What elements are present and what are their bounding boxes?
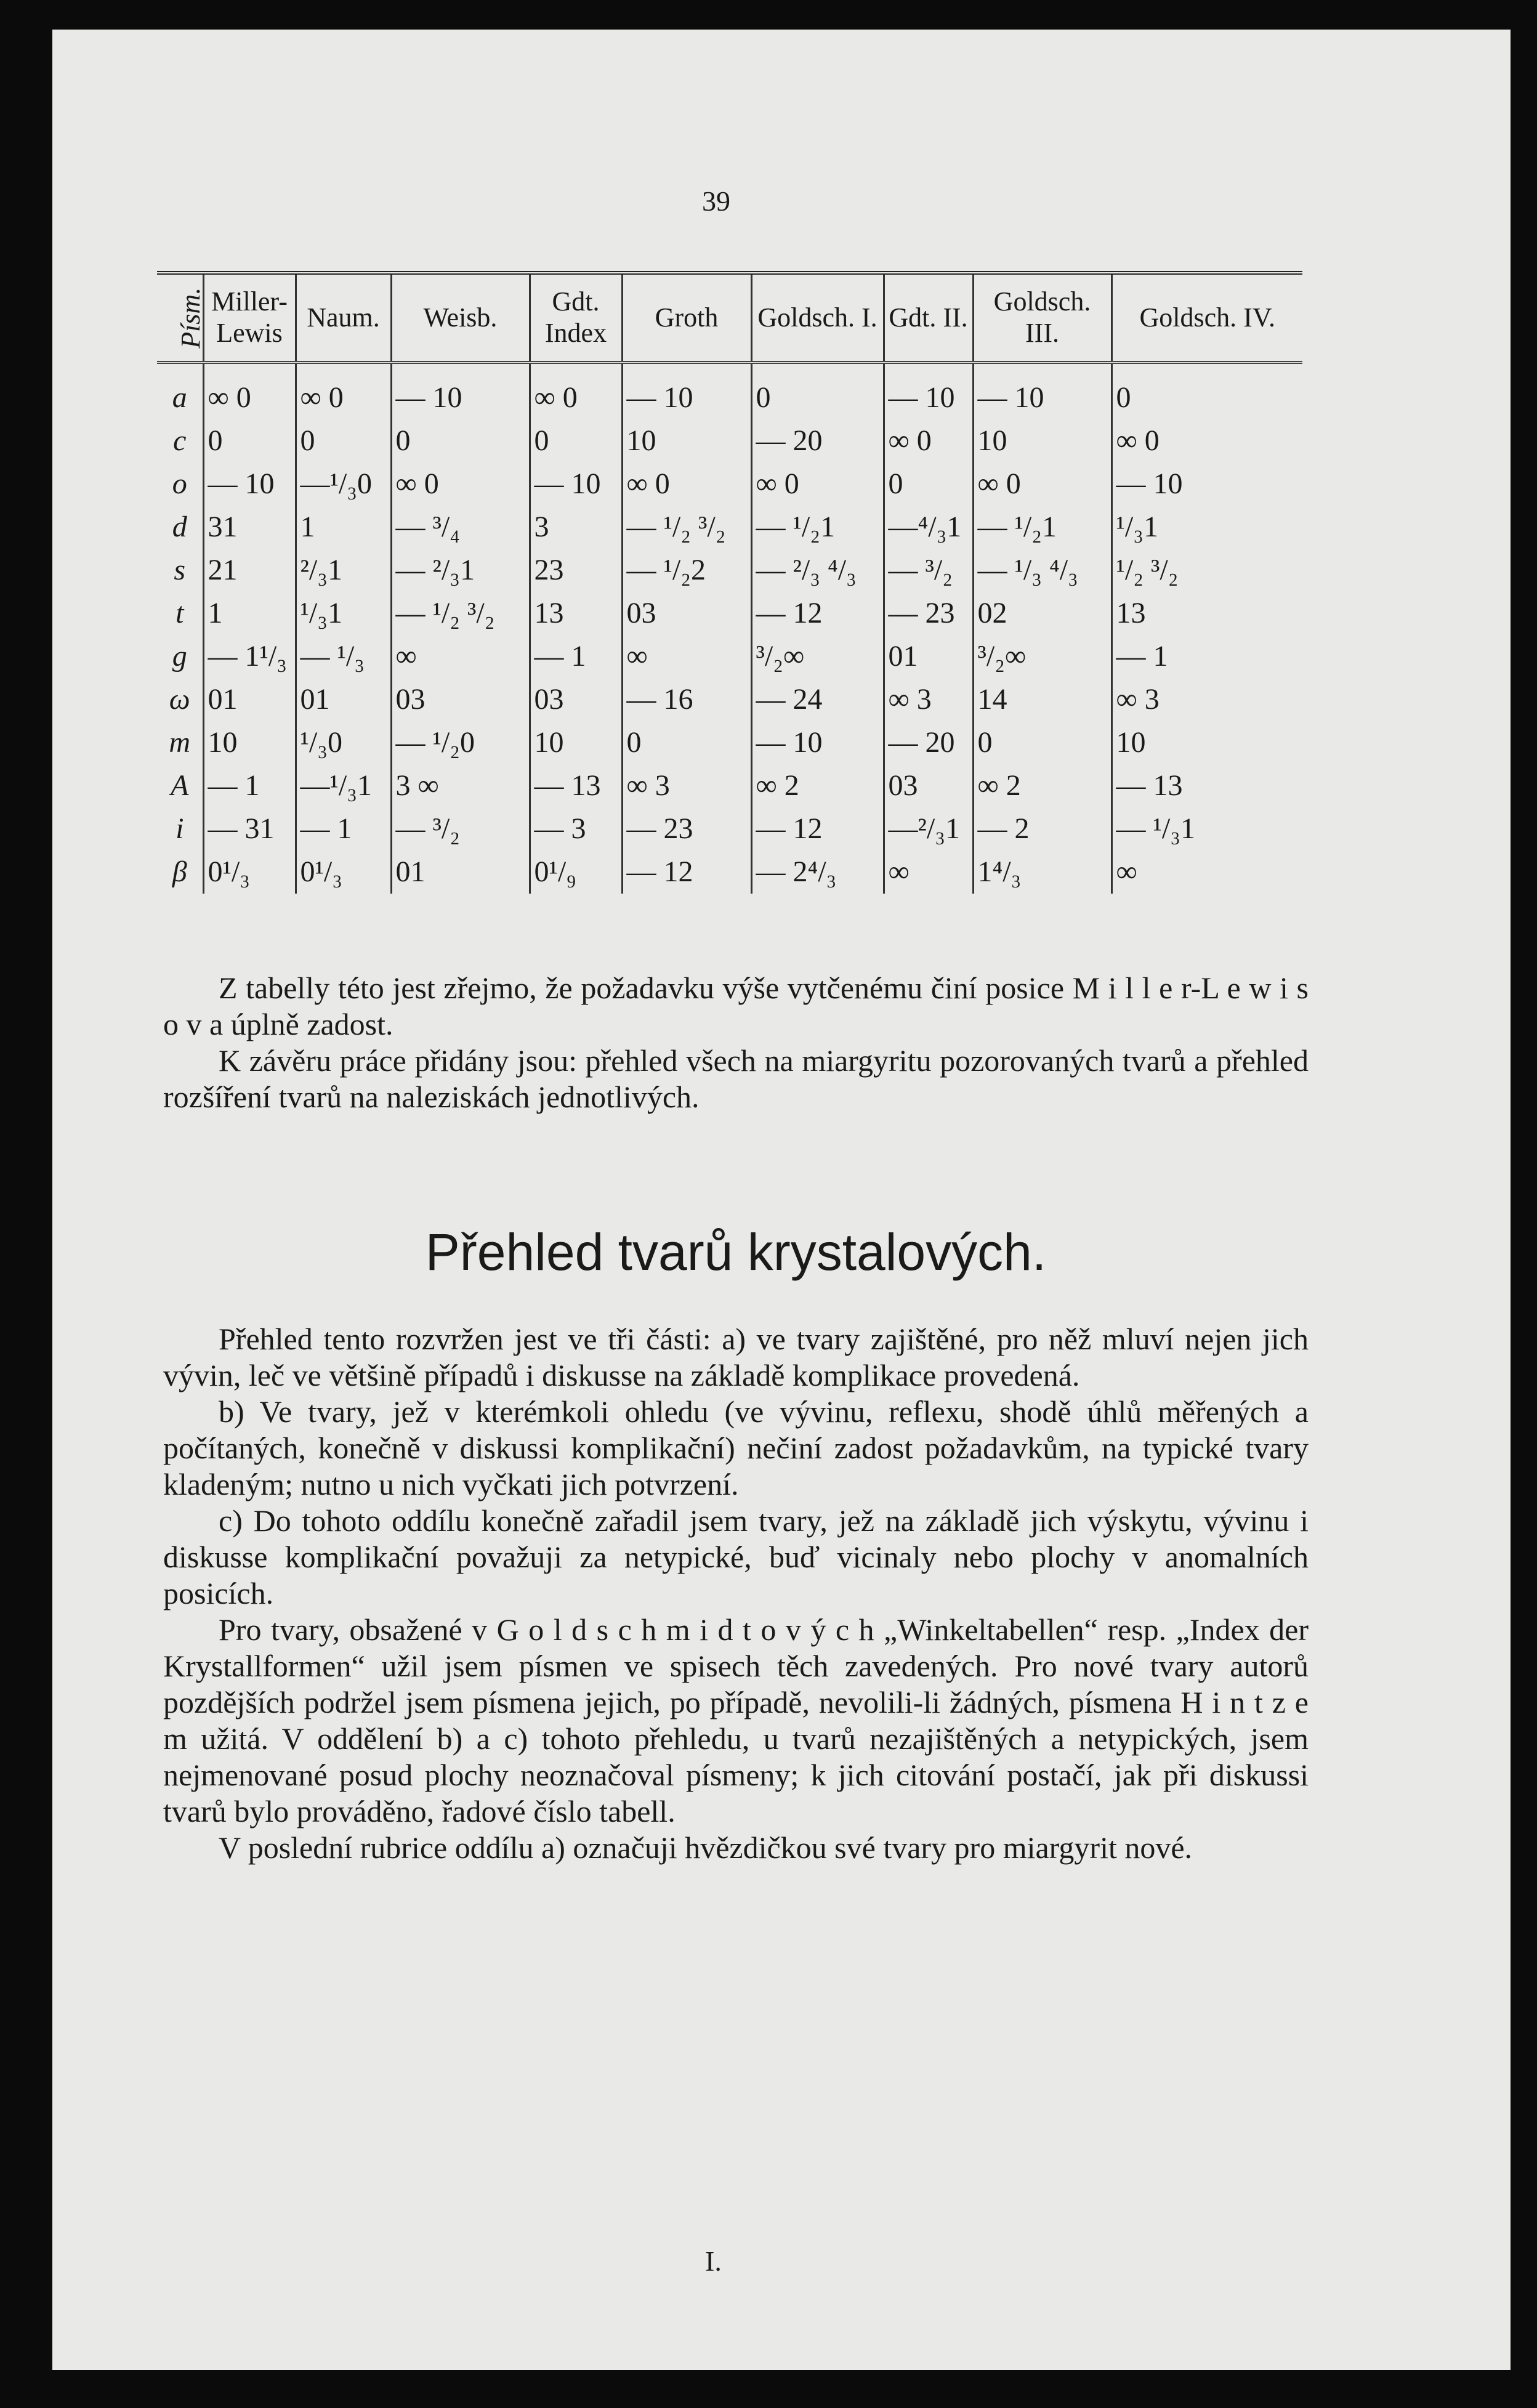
table-cell: — 20 [884,721,973,764]
table-header-row [157,273,1302,363]
table-cell: — 10 [884,363,973,420]
table-cell: —¹/₃1 [296,764,391,807]
table-cell: — 12 [751,807,884,850]
table-row [157,506,1302,549]
table-cell: 3 ∞ [391,764,530,807]
table-cell: — ²/₃ ⁴/₃ [751,549,884,592]
table-cell: — ¹/₂1 [973,506,1111,549]
table-cell: — 23 [884,592,973,635]
table-cell: 10 [973,419,1111,463]
table-cell: — ¹/₂ ³/₂ [391,592,530,635]
form-symbol-cell: a [157,363,203,420]
table-cell: —²/₃1 [884,807,973,850]
paragraph-7: V poslední rubrice oddílu a) označuji hvězdičkou své tvary pro miargyrit nové. [219,1830,1193,1865]
paragraph-4: b) Ve tvary, jež v kterémkoli ohledu (ve vývinu, reflexu, shodě úhlů měřených a počítaných, konečně v diskussi komplikační) nečiní zadost požadavkům, na typické tvary kladeným; nutno u nich vyčkati jich potvrzení. [163,1394,1309,1501]
table-cell: ∞ 3 [884,678,973,721]
table-cell: ∞ 2 [751,764,884,807]
form-symbol-cell: t [157,592,203,635]
table-cell: 01 [203,678,296,721]
table-cell: — 1 [296,807,391,850]
table-cell: — 2⁴/₃ [751,850,884,894]
table-row [157,592,1302,635]
table-cell: — ¹/₂1 [751,506,884,549]
table-cell: — ¹/₂0 [391,721,530,764]
table-cell: 03 [530,678,622,721]
col-header-groth: Groth [622,273,751,363]
table-cell: ∞ 3 [1116,683,1160,716]
paragraph-3: Přehled tento rozvržen jest ve tři části: a) ve tvary zajištěné, pro něž mluví nejen jich vývin, leč ve většině případů i diskusse na základě komplikace provedená. [163,1322,1309,1392]
table-cell: 31 [203,506,296,549]
table-cell: 10 [530,721,622,764]
col-header-gdt-2: Gdt. II. [884,273,973,363]
table-cell: 1 [203,592,296,635]
col-header-goldsch-3: Goldsch. III. [973,273,1111,363]
form-symbol-cell: i [157,807,203,850]
form-symbol-cell: A [157,764,203,807]
table-cell: ∞ 0 [622,463,751,506]
table-cell: 0 [884,463,973,506]
table-cell: ¹/₃0 [296,721,391,764]
table-cell: 01 [391,850,530,894]
table-cell: 0 [530,419,622,463]
table-cell: 3 [530,506,622,549]
table-row [157,764,1302,807]
col-header-gdt-index: Gdt. Index [530,273,622,363]
table-cell: — 1 [530,635,622,678]
table-cell: — 13 [530,764,622,807]
page-number: 39 [702,185,730,217]
table-cell: — ¹/₂2 [622,549,751,592]
table-cell: — 31 [203,807,296,850]
table-cell: 0 [296,419,391,463]
table-cell: ³/₂∞ [751,635,884,678]
table-cell: ³/₂∞ [973,635,1111,678]
form-symbol-cell: g [157,635,203,678]
table-row [157,807,1302,850]
col-header-goldsch-1: Goldsch. I. [751,273,884,363]
table-cell: ∞ 0 [751,463,884,506]
table-cell: 0¹/₉ [530,850,622,894]
table-cell: ∞ [391,635,530,678]
table-cell: ¹/₃1 [1116,511,1158,543]
table-cell: ∞ [1116,855,1137,888]
table-cell: 10 [203,721,296,764]
table-conclusion [163,970,1309,1115]
table-cell: 01 [296,678,391,721]
paragraph-1: Z tabelly této jest zřejmo, že požadavku výše vytčenému činí posice M i l l e r-L e w i s o v a úplně zadost. [163,971,1309,1041]
table-cell: 21 [203,549,296,592]
table-cell: ∞ 2 [973,764,1111,807]
table-cell: 10 [622,419,751,463]
table-cell: — 10 [391,363,530,420]
table-cell: ∞ 0 [530,363,622,420]
table-cell: — 2 [973,807,1111,850]
table-cell: — ¹/₂ ³/₂ [622,506,751,549]
table-cell: — 24 [751,678,884,721]
table-cell: — ¹/₃1 [1116,812,1195,845]
col-header-pism: Písm. [157,273,203,363]
table-cell: — 3 [530,807,622,850]
table-cell: 03 [391,678,530,721]
table-cell: ∞ [622,635,751,678]
table-cell: 0 [1116,381,1131,414]
table-cell: — ³/₂ [884,549,973,592]
table-cell: 0 [622,721,751,764]
table-cell: 0¹/₃ [203,850,296,894]
table-cell: ¹/₂ ³/₂ [1116,554,1179,586]
paragraph-2: K závěru práce přidány jsou: přehled všech na miargyritu pozorovaných tvarů a přehled rozšíření tvarů na naleziskách jednotlivých. [163,1043,1309,1114]
crystal-forms-table [157,271,1302,894]
table-row [157,635,1302,678]
form-symbol-cell: m [157,721,203,764]
table-row [157,363,1302,420]
table-cell: 03 [884,764,973,807]
table-cell: ∞ [884,850,973,894]
table-row [157,419,1302,463]
table-cell: ∞ 0 [391,463,530,506]
table-cell: ∞ 0 [296,363,391,420]
table-cell: 13 [530,592,622,635]
table-cell: — 10 [622,363,751,420]
table-cell: 1⁴/₃ [973,850,1111,894]
table-body [157,363,1302,894]
table-cell: —¹/₃0 [296,463,391,506]
table-cell: — 12 [751,592,884,635]
table-cell: —⁴/₃1 [884,506,973,549]
table-cell: — 23 [622,807,751,850]
table-row [157,850,1302,894]
col-header-goldsch-4: Goldsch. IV. [1111,273,1302,363]
form-symbol-cell: β [157,850,203,894]
table-cell: — ³/₂ [391,807,530,850]
table-cell: — ¹/₃ ⁴/₃ [973,549,1111,592]
paragraph-5: c) Do tohoto oddílu konečně zařadil jsem tvary, jež na základě jich výskytu, vývinu i diskusse komplikační považuji za netypické, buď vicinaly nebo plochy v anomalních posicích. [163,1503,1309,1610]
table-cell: — ²/₃1 [391,549,530,592]
table-cell: — 1¹/₃ [203,635,296,678]
table-cell: 01 [884,635,973,678]
table-cell: 02 [973,592,1111,635]
col-header-naum: Naum. [296,273,391,363]
table-cell: — ¹/₃ [296,635,391,678]
table-cell: 0¹/₃ [296,850,391,894]
table-cell: — 12 [622,850,751,894]
form-symbol-cell: o [157,463,203,506]
table-cell: 0 [973,721,1111,764]
table-cell: — 10 [1116,467,1183,500]
table-cell: — 10 [203,463,296,506]
table-cell: ²/₃1 [296,549,391,592]
table-cell: ¹/₃1 [296,592,391,635]
table-cell: 0 [203,419,296,463]
col-header-miller-lewis: Miller-Lewis [203,273,296,363]
table-row [157,721,1302,764]
table-row [157,463,1302,506]
form-symbol-cell: d [157,506,203,549]
table-cell: — ³/₄ [391,506,530,549]
table-cell: ∞ 0 [1116,424,1160,457]
section-heading: Přehled tvarů krystalových. [425,1223,1047,1281]
col-header-weisb: Weisb. [391,273,530,363]
table-cell: — 1 [203,764,296,807]
table-cell: 23 [530,549,622,592]
table-cell: — 1 [1116,640,1168,673]
table-row [157,678,1302,721]
table-cell: 10 [1116,726,1146,759]
table-row [157,549,1302,592]
table-cell: — 10 [973,363,1111,420]
table-cell: 0 [391,419,530,463]
printer-signature: I. [705,2245,722,2277]
table-cell: 14 [973,678,1111,721]
paragraph-6: Pro tvary, obsažené v G o l d s c h m i d t o v ý c h „Winkeltabellen“ resp. „Index der Krystallformen“ užil jsem písmen ve spisech těch zavedených. Pro nové tvary autorů pozdějších podržel jsem písmena jejich, po případě, nevolili-li žádných, písmena H i n t z e m užitá. V oddělení b) a c) tohoto přehledu, u tvarů nezajištěných a netypických, jsem nejmenované posud plochy neoznačoval písmeny; k jich citování postačí, jak při diskussi tvarů bylo prováděno, řadové číslo tabell. [163,1612,1309,1828]
table-cell: 1 [296,506,391,549]
form-symbol-cell: ω [157,678,203,721]
table-cell: — 16 [622,678,751,721]
table-cell: — 10 [751,721,884,764]
table-cell: — 10 [530,463,622,506]
table-cell: 0 [751,363,884,420]
form-symbol-cell: s [157,549,203,592]
form-symbol-cell: c [157,419,203,463]
section-body [163,1321,1309,1866]
table-cell: — 13 [1116,769,1183,802]
table-cell: ∞ 0 [973,463,1111,506]
table-cell: 13 [1116,597,1146,629]
table-cell: 03 [622,592,751,635]
table-cell: ∞ 0 [203,363,296,420]
table-cell: — 20 [751,419,884,463]
table-cell: ∞ 3 [622,764,751,807]
table-cell: ∞ 0 [884,419,973,463]
